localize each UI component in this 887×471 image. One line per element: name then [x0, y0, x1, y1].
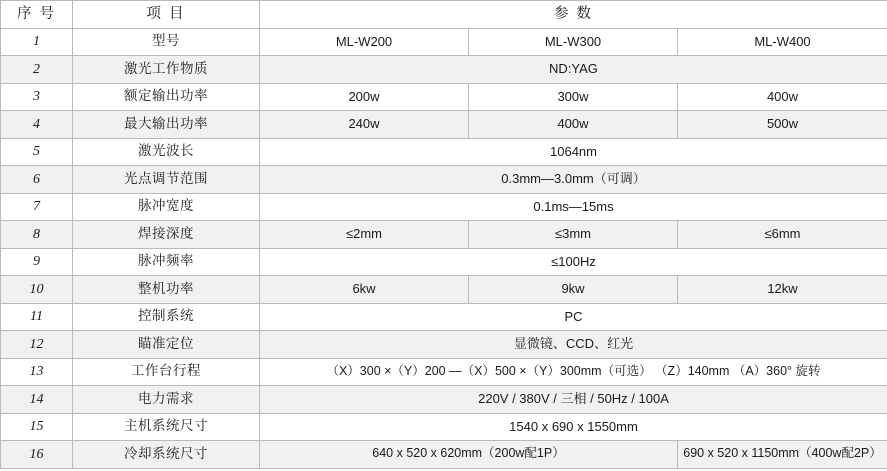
row-number: 7: [1, 193, 73, 221]
row-parameter-3: ≤6mm: [678, 221, 887, 249]
row-item-label: 光点调节范围: [73, 166, 260, 194]
table-row: [1, 56, 887, 84]
table-row: [1, 111, 887, 139]
row-parameter-merged: 1064nm: [260, 138, 887, 166]
row-parameter-merged: 0.3mm—3.0mm（可调）: [260, 166, 887, 194]
row-item-label: 控制系统: [73, 303, 260, 331]
row-number: 14: [1, 386, 73, 414]
row-item-label: 脉冲宽度: [73, 193, 260, 221]
row-number: 9: [1, 248, 73, 276]
row-parameter-2: 690 x 520 x 1150mm（400w配2P）: [678, 441, 887, 469]
table-row: [1, 221, 887, 249]
row-parameter-merged: PC: [260, 303, 887, 331]
row-number: 2: [1, 56, 73, 84]
row-number: 3: [1, 83, 73, 111]
table-row: [1, 83, 887, 111]
row-number: 12: [1, 331, 73, 359]
row-parameter-merged: ≤100Hz: [260, 248, 887, 276]
table-row: [1, 28, 887, 56]
row-parameter-1: ML-W200: [260, 28, 469, 56]
row-parameter-merged: （X）300 ×（Y）200 —（X）500 ×（Y）300mm（可选） （Z）140mm （A）360° 旋转: [260, 358, 887, 386]
row-parameter-1: ≤2mm: [260, 221, 469, 249]
row-number: 16: [1, 441, 73, 469]
row-item-label: 主机系统尺寸: [73, 413, 260, 441]
row-number: 10: [1, 276, 73, 304]
row-item-label: 激光波长: [73, 138, 260, 166]
row-item-label: 额定输出功率: [73, 83, 260, 111]
table-body: [1, 28, 887, 468]
row-number: 1: [1, 28, 73, 56]
row-parameter-3: 12kw: [678, 276, 887, 304]
table-row: [1, 276, 887, 304]
row-item-label: 整机功率: [73, 276, 260, 304]
row-parameter-2: ≤3mm: [469, 221, 678, 249]
table-row: [1, 303, 887, 331]
table-row: [1, 413, 887, 441]
table-row: [1, 331, 887, 359]
table-row: [1, 138, 887, 166]
table-row: [1, 386, 887, 414]
row-parameter-1: 240w: [260, 111, 469, 139]
row-item-label: 电力需求: [73, 386, 260, 414]
row-parameter-2: 400w: [469, 111, 678, 139]
row-item-label: 工作台行程: [73, 358, 260, 386]
header-no: 序 号: [1, 1, 73, 29]
row-parameter-3: 400w: [678, 83, 887, 111]
header-params: 参 数: [260, 1, 887, 29]
row-parameter-2: 300w: [469, 83, 678, 111]
table-header: [1, 1, 887, 29]
row-number: 4: [1, 111, 73, 139]
row-parameter-3: 500w: [678, 111, 887, 139]
row-parameter-1: 640 x 520 x 620mm（200w配1P）: [260, 441, 678, 469]
row-item-label: 冷却系统尺寸: [73, 441, 260, 469]
row-parameter-merged: 1540 x 690 x 1550mm: [260, 413, 887, 441]
row-item-label: 型号: [73, 28, 260, 56]
row-item-label: 最大输出功率: [73, 111, 260, 139]
row-number: 11: [1, 303, 73, 331]
row-parameter-1: 200w: [260, 83, 469, 111]
row-item-label: 激光工作物质: [73, 56, 260, 84]
row-parameter-merged: ND:YAG: [260, 56, 887, 84]
row-number: 5: [1, 138, 73, 166]
table-row: [1, 166, 887, 194]
row-parameter-2: ML-W300: [469, 28, 678, 56]
row-parameter-1: 6kw: [260, 276, 469, 304]
row-parameter-merged: 显微镜、CCD、红光: [260, 331, 887, 359]
row-number: 13: [1, 358, 73, 386]
table-header-row: [1, 1, 887, 29]
row-parameter-merged: 0.1ms—15ms: [260, 193, 887, 221]
row-parameter-3: ML-W400: [678, 28, 887, 56]
row-item-label: 瞄准定位: [73, 331, 260, 359]
table-row: [1, 358, 887, 386]
row-number: 8: [1, 221, 73, 249]
row-parameter-2: 9kw: [469, 276, 678, 304]
row-number: 15: [1, 413, 73, 441]
row-number: 6: [1, 166, 73, 194]
row-parameter-merged: 220V / 380V / 三相 / 50Hz / 100A: [260, 386, 887, 414]
header-item: 项 目: [73, 1, 260, 29]
row-item-label: 脉冲频率: [73, 248, 260, 276]
row-item-label: 焊接深度: [73, 221, 260, 249]
table-row: [1, 441, 887, 469]
table-row: [1, 193, 887, 221]
table-row: [1, 248, 887, 276]
